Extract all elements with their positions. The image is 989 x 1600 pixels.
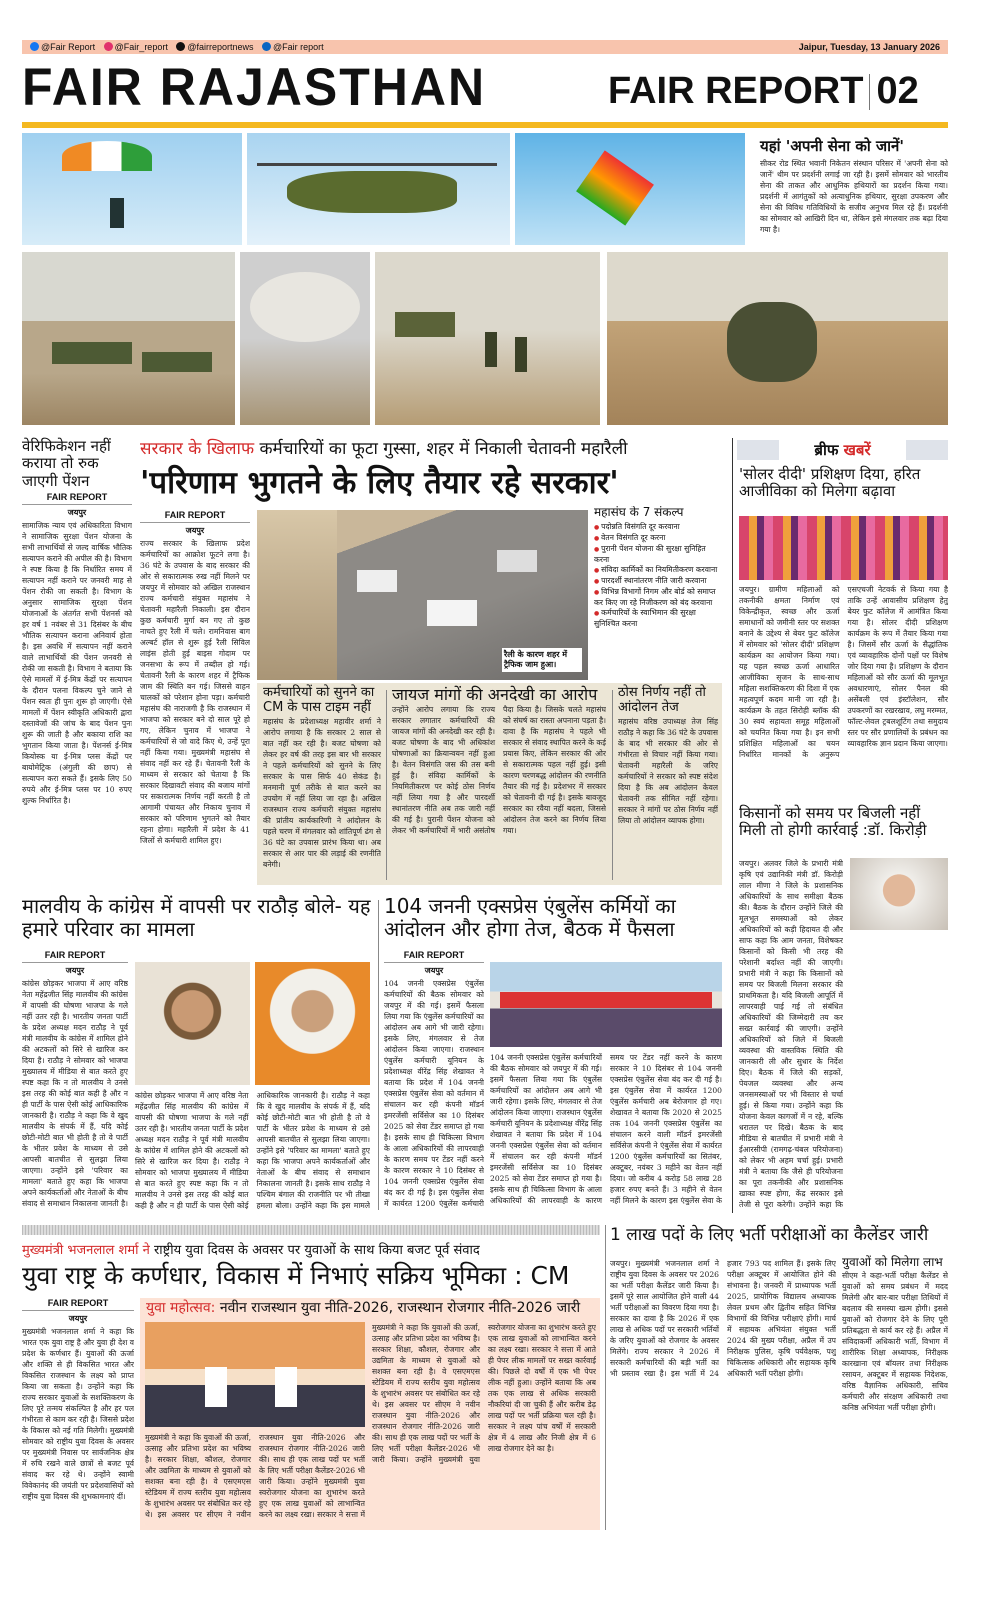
kicker-highlight: युवा महोत्सव:	[146, 1300, 216, 1316]
sub-body: उन्होंने आरोप लगाया कि राज्य सरकार लगातार कर्मचारियों की जायज मांगों की अनदेखी कर रही है। बजट घोषणा के बाद भी अधिकांश घोषणाओं का क्रियान्वयन नहीं हुआ है। वेतन विसंगति जस की तस बनी हुई है। संविदा कार्मिकों के नियमितीकरण पर कोई ठोस निर्णय नहीं लिया गया है और पारदर्शी स्थानांतरण नीति अब तक जारी नहीं की गई है। पुरानी पेंशन योजना को लेकर भी कर्मचारियों में भारी असंतोष पैदा किया है। जिसके चलते महासंघ को संघर्ष का रास्ता अपनाना पड़ता है। दावा है कि महासंघ ने पहले भी सरकार से संवाद स्थापित करने के कई प्रयास किए, लेकिन सरकार की ओर से सकारात्मक पहल नहीं हुई। इसी कारण चरणबद्ध आंदोलन की रणनीति तैयार की गई है। प्रदेशभर में सरकार को चेतावनी दी गई है। इसके बावजूद सरकार का रवैया नहीं बदला, जिससे आंदोलन तेज करने का निर्णय लिया गया।	[392, 705, 606, 836]
lead-body: राज्य सरकार के खिलाफ प्रदेश कर्मचारियों का आक्रोश फूटने लगा है। 36 घंटे के उपवास के बाद सरकार की ओर से सकारात्मक रुख नहीं मिलने पर जयपुर में सोमवार को अखिल राजस्थान राज्य कर्मचारी संयुक्त महासंघ ने चेतावनी महारैली निकाली। इस दौरान कुछ कर्मचारी मुर्गा बन गए तो कुछ नाचते हुए रैली में चले। रामनिवास बाग अल्बर्ट हॉल से शुरू हुई रैली सिविल लाइंस होती हुई बाइस गोदाम पर जनसभा के रूप में तब्दील हो गई। चेतावनी रैली के कारण शहर में ट्रैफिक जाम की स्थिति बन गई। जिससे वाहन चालकों को परेशान होना पड़ा। कर्मचारी महासंघ की नाराजगी है कि राजस्थान में भाजपा को सरकार बने दो साल पूरे हो गए, लेकिन चुनाव में भाजपा ने कर्मचारियों से जो वादे किए थे, उन्हें पूरा नहीं किया गया। मुख्यमंत्री महासंघ से संवाद नहीं कर रहे हैं। चेतावनी रैली के माध्यम से सरकार को चेताया है कि सरकार दिखावटी संवाद की बजाय मांगों पर सकारात्मक निर्णय नहीं करती है तो आगामी पंचायत और निकाय चुनाव में सरकार को परिणाम भुगतने को तैयार रहना होगा। महारैली में प्रदेश के 41 जिलों से कर्मचारी शामिल हुए।	[140, 539, 250, 845]
sub-story-demands	[392, 686, 606, 880]
photo-kirodi	[850, 858, 948, 930]
photo-parachute	[22, 133, 242, 245]
calendar-headline: 1 लाख पदों के लिए भर्ती परीक्षाओं का कैलेंडर जारी	[610, 1225, 929, 1245]
x-icon	[176, 42, 185, 51]
dateline-city: जयपुर	[67, 507, 87, 517]
dateline-city: जयपुर	[424, 966, 444, 975]
byline: FAIR REPORT	[140, 510, 250, 523]
cm-headline: युवा राष्ट्र के कर्णधार, विकास में निभाएं सक्रिय भूमिका : CM	[22, 1261, 570, 1290]
dateline: Jaipur, Tuesday, 13 January 2026	[798, 42, 940, 52]
sub-body: महासंघ वरिष्ठ उपाध्यक्ष तेज सिंह राठौड़ ने कहा कि 36 घंटे के उपवास के बाद भी सरकार की ओर से गंभीरता से विचार नहीं किया गया। चेतावनी महारैली के जरिए कर्मचारियों ने सरकार को स्पष्ट संदेश दिया है कि अब आंदोलन केवल चेतावनी तक सीमित नहीं रहेगा। सरकार ने मांगों पर ठोस निर्णय नहीं लिया तो आंदोलन व्यापक होगा।	[618, 716, 718, 825]
social-x[interactable]: @fairreportnews	[176, 42, 253, 52]
sub-body: महासंघ के प्रदेशाध्यक्ष महावीर शर्मा ने आरोप लगाया है कि सरकार 2 साल से बात नहीं कर रही है। बजट घोषणा को लेकर हर वर्ष की तरह इस बार भी सरकार ने पहले कर्मचारियों को सुनने के लिए सरकार के पास सिर्फ 40 सेकंड है। मनमानी पूर्ण तरीके से बात करने का उपयोग में नहीं लिया जा रहा है। अखिल राजस्थान राज्य कर्मचारी संयुक्त महासंघ की प्रांतीय कार्यकारिणी ने आंदोलन के पहले चरण में मंगलवार को शांतिपूर्ण ढंग से 36 घंटे का उपवास प्रारंभ किया था। अब सरकार से आर पार की लड़ाई की रणनीति बनेगी।	[263, 716, 381, 869]
byline: FAIR REPORT	[22, 1298, 134, 1311]
list-item: ● पारदर्शी स्थानांतरण नीति जारी करवाना	[594, 576, 722, 587]
cm-intro	[22, 1298, 134, 1535]
divider	[732, 438, 733, 1213]
facebook-icon	[30, 42, 39, 51]
photo-traffic-jam	[257, 510, 588, 680]
malviya-headline: मालवीय के कांग्रेस में वापसी पर राठौड़ बोले- यह हमारे परिवार का मामला	[22, 894, 371, 941]
ambulance-body: 104 जननी एक्सप्रेस एंबुलेंस कर्मचारियों की बैठक सोमवार को जयपुर में की गई। इसमें फैसला लिया गया कि एंबुलेंस कर्मचारियों का आंदोलन अब आगे भी जारी रहेगा। इसके लिए, मंगलवार से तेज आंदोलन किया जाएगा। राजस्थान एंबुलेंस कर्मचारी यूनियन के प्रदेशाध्यक्ष वीरेंद्र सिंह शेखावत ने बताया कि प्रदेश में 104 जननी एक्सप्रेस एंबुलेंस सेवा को वर्तमान में संचालन कर रही कंपनी मॉडर्न इमरजेंसी सर्विसेज का 10 दिसंबर 2025 को सेवा टेंडर समाप्त हो गया है। इसके साथ ही चिकित्सा विभाग के आला अधिकारियों की लापरवाही के कारण समय पर टेंडर नहीं करने के कारण सरकार ने 10 दिसंबर से 104 जननी एक्सप्रेस एंबुलेंस सेवा बंद कर दी गई है। इस एंबुलेंस सेवा में कार्यरत 1200 एंबुलेंस कर्मचारी	[384, 979, 484, 1208]
cm-kicker	[22, 1244, 480, 1259]
kicker-highlight: सरकार के खिलाफ	[140, 439, 255, 459]
solar-headline: 'सोलर दीदी' प्रशिक्षण दिया, हरित आजीविका को मिलेगा बढ़ावा	[739, 465, 921, 501]
photo-caption: रैली के कारण शहर में ट्रैफिक जाम हुआ।	[502, 648, 582, 672]
list-item: ● पदोन्नति विसंगति दूर करवाना	[594, 522, 722, 533]
masthead: FAIR RAJASTHAN	[22, 57, 487, 117]
list-item: ● विभिन्न विभागों निगम और बोर्ड को समाप्त कर किए जा रहे निजीकरण को बंद करवाना	[594, 587, 722, 608]
calendar-sub	[842, 1256, 948, 1517]
lead-headline: 'परिणाम भुगतने के लिए तैयार रहे सरकार'	[140, 465, 619, 501]
page-number: 02	[876, 70, 919, 112]
photo-yuva-mahotsav	[145, 1322, 365, 1427]
photo-ambulance-protest	[490, 962, 722, 1047]
photo-solar-didi	[739, 516, 948, 580]
malviya-body-cont: कांग्रेस छोड़कर भाजपा में आए वरिष्ठ नेता महेंद्रजीत सिंह मालवीय की कांग्रेस में वापसी की घोषणा भाजपा के गले नहीं उतर रही है। भारतीय जनता पार्टी के प्रदेश अध्यक्ष मदन राठौड़ ने पूर्व मंत्री मालवीय के कांग्रेस में शामिल होने की अटकलों को सिरे से खारिज कर दिया है। राठौड़ ने सोमवार को भाजपा मुख्यालय में मीडिया से बात करते हुए स्पष्ट कहा कि न तो मालवीय ने उनसे इस तरह की कोई बात कही है और न ही पार्टी के पास ऐसी कोई आधिकारिक जानकारी है। राठौड़ ने कहा कि वे खुद मालवीय के संपर्क में हैं, यदि कोई छोटी-मोटी बात भी होती है तो वे पार्टी के भीतर प्रवेश के माध्यम से उसे आपसी बातचीत से सुलझा लिया जाएगा। उन्होंने इसे 'परिवार का मामला' बताते हुए कहा कि भाजपा अपने कार्यकर्ताओं और नेताओं के बीच संवाद से समाधान निकालना जानती है। इसके साथ राठौड़ ने पश्चिम बंगाल की राजनीति पर भी तीखा हमला बोला। उन्होंने कहा कि इस मामले	[135, 1091, 370, 1210]
divider	[612, 690, 613, 880]
photo-rathore	[255, 962, 370, 1085]
yuva-body: मुख्यमंत्री ने कहा कि युवाओं की ऊर्जा, उत्साह और प्रतिभा प्रदेश का भविष्य है। सरकार शिक्षा, कौशल, रोजगार और उद्यमिता के माध्यम से युवाओं को सशक्त बना रही है। वे एसएमएस स्टेडियम में राज्य स्तरीय युवा महोत्सव के शुभारंभ अवसर पर संबोधित कर रहे थे। इस अवसर पर सीएम ने नवीन राजस्थान युवा नीति-2026 और राजस्थान रोजगार नीति-2026 जारी की। साथ ही एक लाख पदों पर भर्ती के लिए भर्ती परीक्षा कैलेंडर-2026 भी जारी किया। उन्होंने मुख्यमंत्री युवा स्वरोजगार योजना का शुभारंभ करते हुए एक लाख युवाओं को लाभान्वित करने का लक्ष्य रखा। सरकार ने सत्ता में आते ही पेपर लीक मामलों पर सख्त कार्रवाई की। पिछले दो वर्षों में एक भी पेपर लीक नहीं हुआ। उन्होंने बताया कि अब तक एक लाख से अधिक सरकारी नौकरियां दी जा चुकी हैं और करीब डेढ़ लाख पदों पर भर्ती प्रक्रिया चल रही है। सरकार ने लक्ष्य पांच वर्षों में सरकारी क्षेत्र में 4 लाख और निजी क्षेत्र में 6 लाख रोजगार देने का है।	[372, 1323, 596, 1464]
dateline-city: जयपुर	[185, 526, 205, 535]
pension-story	[22, 438, 132, 861]
list-item: ● वेतन विसंगति दूर करना	[594, 533, 722, 544]
header-rule	[22, 122, 948, 128]
yuva-body-photo-below: मुख्यमंत्री ने कहा कि युवाओं की ऊर्जा, उत्साह और प्रतिभा प्रदेश का भविष्य है। सरकार शिक्षा, कौशल, रोजगार और उद्यमिता के माध्यम से युवाओं को सशक्त बना रही है। वे एसएमएस स्टेडियम में राज्य स्तरीय युवा महोत्सव के शुभारंभ अवसर पर संबोधित कर रहे थे। इस अवसर पर सीएम ने नवीन राजस्थान युवा नीति-2026 और राजस्थान रोजगार नीति-2026 जारी की। साथ ही एक लाख पदों पर भर्ती के लिए भर्ती परीक्षा कैलेंडर-2026 भी जारी किया। उन्होंने मुख्यमंत्री युवा स्वरोजगार योजना का शुभारंभ करते हुए एक लाख युवाओं को लाभान्वित करने का लक्ष्य रखा। सरकार ने सत्ता में	[145, 1433, 365, 1519]
dateline-city: जयपुर	[65, 966, 85, 975]
solar-body: जयपुर। ग्रामीण महिलाओं को तकनीकी क्षमता निर्माण एवं विकेन्द्रीकृत, स्वच्छ और ऊर्जा समाधानों को जमीनी स्तर पर सशक्त बनाने के उद्देश्य से बेयर फुट कॉलेज में सोमवार को 'सोलर दीदी' प्रशिक्षण कार्यक्रम का आयोजन किया गया। यह पहल स्वच्छ ऊर्जा आधारित आजीविका सृजन के साथ-साथ महिला सशक्तिकरण की दिशा में एक महत्वपूर्ण कदम मानी जा रही है। कार्यक्रम के तहत सिरोही ब्लॉक की 30 स्वयं सहायता समूह महिलाओं को चयनित किया गया है। इन सभी प्रशिक्षित महिलाओं का चयन निर्धारित मानकों के अनुरूप एसएचजी नेटवर्क से किया गया है ताकि उन्हें आवासीय प्रशिक्षण हेतु बेयर फुट कॉलेज में आमंत्रित किया गया है। सोलर दीदी प्रशिक्षण कार्यक्रम के रूप में तैयार किया गया है। जिसमें सौर ऊर्जा के सैद्धांतिक एवं व्यावहारिक दोनों पक्षों पर विशेष जोर दिया गया है। प्रशिक्षण के दौरान महिलाओं को सौर ऊर्जा की मूलभूत अवधारणाएं, सोलर पैनल की असेंबली एवं इंस्टॉलेशन, सौर उपकरणों का रखरखाव, लघु मरम्मत, फॉल्ट-लेवल ट्रबलशूटिंग तथा समुदाय स्तर पर सौर प्रणालियों के प्रबंधन का व्यावहारिक ज्ञान प्रदान किया जाएगा।	[739, 585, 948, 759]
top-bar	[22, 40, 948, 54]
army-story	[760, 138, 948, 238]
kirodi-body-1: जयपुर। अलवर जिले के प्रभारी मंत्री कृषि एवं उद्यानिकी मंत्री डॉ. किरोड़ी लाल मीणा ने जिले के प्रशासनिक अधिकारियों के साथ समीक्षा बैठक की। बैठक के दौरान उन्होंने जिले की मूलभूत समस्याओं को लेकर अधिकारियों को कड़ी हिदायत दी और साफ कहा कि आम जनता, विशेषकर किसानों को किसी भी तरह की परेशानी बर्दाश्त नहीं की जाएगी। प्रभारी मंत्री ने कहा कि किसानों को समय पर बिजली मिलना सरकार की प्राथमिकता है। यदि बिजली आपूर्ति में लापरवाही पाई गई तो संबंधित अधिकारियों की जिम्मेदारी तय कर सख्त कार्रवाई की जाएगी। उन्होंने अधिकारियों को जिले में बिजली व्यवस्था की वास्तविक स्थिति की जानकारी ली और सुधार के निर्देश दिए। बैठक में जिले की सड़कों, पेयजल व्यवस्था और अन्य जनसमस्याओं पर भी विस्तार से चर्चा हुई। से किया गया। उन्होंने कहा कि योजना केवल कागजों में न रहे, बल्कि धरातल पर दिखे। बैठक के बाद मीडिया से बातचीत में प्रभारी मंत्री ने ईआरसीपी (रामगढ़-चंबल परियोजना) को लेकर भी अहम चर्चा हुई। प्रभारी मंत्री ने बताया कि जैसे ही परियोजना का पूरा तकनीकी और प्रशासनिक खाका स्पष्ट होगा, केंद्र सरकार इसे तेजी से पूरा करेगी। उन्होंने कहा कि	[739, 859, 843, 1209]
sub-headline: जायज मांगों की अनदेखी का आरोप	[392, 685, 598, 704]
sankalp-list	[594, 522, 722, 629]
malviya-intro	[22, 950, 128, 1209]
section-name: FAIR REPORT	[608, 70, 864, 112]
photo-helicopter	[247, 133, 510, 245]
lead-intro	[140, 510, 250, 879]
sankalp-box	[594, 506, 722, 629]
section-stripe	[22, 1225, 600, 1235]
photo-paraglider	[515, 133, 745, 245]
social-handles	[30, 40, 330, 54]
divider	[869, 74, 870, 110]
photo-tanks	[22, 252, 235, 425]
sub-headline: कर्मचारियों को सुनने का CM के पास टाइम नहीं	[263, 685, 375, 715]
calendar-body: जयपुर। मुख्यमंत्री भजनलाल शर्मा ने राष्ट्रीय युवा दिवस के अवसर पर 2026 का भर्ती परीक्षा कैलेंडर जारी किया है। इसमें पूरे साल आयोजित होने वाली 44 भर्ती परीक्षाओं का विवरण दिया गया है। सरकार का दावा है कि 2026 में एक लाख से अधिक पदों पर सरकारी भर्तियों के जरिए युवाओं को रोजगार के अवसर मिलेंगे। राज्य सरकार ने 2026 में सरकारी कर्मचारियों की बड़ी भर्ती का भी प्रस्ताव रखा है। इस भर्ती में 24 हजार 793 पद शामिल हैं। इसके लिए परीक्षा अक्टूबर में आयोजित होने की संभावना है। जनवरी में प्राध्यापक भर्ती 2025, प्रायोगिक विद्यालय अध्यापक लेवल प्रथम और द्वितीय सहित विभिन्न विभागों की विभिन्न परीक्षाएं होंगी। मार्च में सहायक अभियंता संयुक्त भर्ती 2024 की मुख्य परीक्षा, अप्रैल में उप निरीक्षक पुलिस, कृषि पर्यवेक्षक, पशु चिकित्सक अधिकारी और सहायक कृषि अधिकारी भर्ती परीक्षा होगी।	[610, 1259, 836, 1378]
brief-label: ब्रीफ	[814, 441, 839, 459]
sub-headline: युवाओं को मिलेगा लाभ	[842, 1255, 943, 1269]
army-headline: यहां 'अपनी सेना को जानें'	[760, 137, 904, 155]
pension-headline: वेरिफिकेशन नहीं कराया तो रुक जाएगी पेंशन	[22, 437, 111, 490]
sub-story-agitation	[618, 686, 718, 870]
social-facebook[interactable]: @Fair Report	[30, 42, 95, 52]
ambulance-headline: 104 जननी एक्सप्रेस एंबुलेंस कर्मियों का आंदोलन और होगा तेज, बैठक में फैसला	[384, 894, 676, 941]
kicker-highlight: मुख्यमंत्री भजनलाल शर्मा ने	[22, 1243, 150, 1258]
ambulance-intro	[384, 950, 484, 1209]
social-linkedin[interactable]: @Fair report	[262, 42, 324, 52]
yuva-title: नवीन राजस्थान युवा नीति-2026, राजस्थान रोजगार नीति-2026 जारी	[219, 1300, 581, 1316]
kicker-text: राष्ट्रीय युवा दिवस के अवसर पर युवाओं के साथ किया बजट पूर्व संवाद	[153, 1243, 480, 1258]
sankalp-title: महासंघ के 7 संकल्प	[594, 506, 684, 519]
ambulance-body-cont: 104 जननी एक्सप्रेस एंबुलेंस कर्मचारियों की बैठक सोमवार को जयपुर में की गई। इसमें फैसला लिया गया कि एंबुलेंस कर्मचारियों का आंदोलन अब आगे भी जारी रहेगा। इसके लिए, मंगलवार से तेज आंदोलन किया जाएगा। राजस्थान एंबुलेंस कर्मचारी यूनियन के प्रदेशाध्यक्ष वीरेंद्र सिंह शेखावत ने बताया कि प्रदेश में 104 जननी एक्सप्रेस एंबुलेंस सेवा को वर्तमान में संचालन कर रही कंपनी मॉडर्न इमरजेंसी सर्विसेज का 10 दिसंबर 2025 को सेवा टेंडर समाप्त हो गया है। इसके साथ ही चिकित्सा विभाग के आला अधिकारियों की लापरवाही के कारण समय पर टेंडर नहीं करने के कारण सरकार ने 10 दिसंबर से 104 जननी एक्सप्रेस एंबुलेंस सेवा बंद कर दी गई है। इस एंबुलेंस सेवा में कार्यरत 1200 एंबुलेंस कर्मचारी अब बेरोजगार हो गए। शेखावत ने बताया कि 2020 से 2025 तक 104 जननी एक्सप्रेस एंबुलेंस का संचालन करने वाली मॉडर्न इमरजेंसी सर्विसेज कंपनी ने एंबुलेंस सेवा में कार्यरत 1200 एंबुलेंस कर्मचारियों का सितंबर, अक्टूबर, नवंबर 3 महीने का वेतन नहीं दिया। जो करीब 4 करोड़ 58 लाख 28 हजार रुपए बनते हैं। 3 महीने से वेतन नहीं मिलने के कारण इस एंबुलेंस सेवा के	[490, 1053, 722, 1205]
byline: FAIR REPORT	[22, 492, 132, 505]
yuva-headline	[146, 1300, 580, 1316]
dateline-city: जयपुर	[68, 1314, 88, 1323]
linkedin-icon	[262, 42, 271, 51]
lead-kicker	[140, 440, 628, 460]
divider	[378, 900, 379, 1210]
photo-commandos	[607, 252, 948, 425]
byline: FAIR REPORT	[22, 950, 128, 963]
sub-story-cm	[263, 686, 381, 870]
byline: FAIR REPORT	[384, 950, 484, 963]
divider	[386, 690, 387, 880]
sub-headline: ठोस निर्णय नहीं तो आंदोलन तेज	[618, 685, 706, 715]
page-label	[608, 70, 919, 113]
pension-body: सामाजिक न्याय एवं अधिकारिता विभाग ने सामाजिक सुरक्षा पेंशन योजना के सभी लाभार्थियों से जल्द वार्षिक भौतिक सत्यापन कराने की अपील की है। विभाग ने स्पष्ट किया है कि निर्धारित समय में सत्यापन नहीं कराने पर जनवरी माह से पेंशन रोकी जा सकती है। विभाग के अनुसार सामाजिक सुरक्षा पेंशन योजनाओं के अंतर्गत सभी पेंशनर्स को हर वर्ष 1 नवंबर से 31 दिसंबर के बीच भौतिक सत्यापन कराना अनिवार्य होता है। इस अवधि में सत्यापन नहीं कराने वाले लाभार्थियों की पेंशन जनवरी से रोकी जा सकती है। विभाग ने बताया कि ऐसे मामलों में ई-मित्र केंद्रों पर सत्यापन के दौरान पलना विकल्प चुने जाने से पेंशन स्वतः ही पुनः शुरू हो जाएगी। ऐसे मामलों में पेंशन स्वीकृति अधिकारी द्वारा दस्तावेजों की जांच के बाद पेंशन पुनः शुरू की जाती है और बकाया राशि का भुगतान किया जाता है। पेंशनर्स ई-मित्र कियोस्क या ई-मित्र प्लस केंद्रों पर बायोमेट्रिक (अंगुली की छाप) से सत्यापन करा सकते हैं। इसके लिए 50 रुपये और ई-मित्र प्लस पर 10 रुपए शुल्क निर्धारित है।	[22, 520, 132, 805]
brief-header	[737, 440, 948, 460]
social-instagram[interactable]: @Fair_report	[104, 42, 168, 52]
divider	[605, 1225, 606, 1530]
kirodi-headline: किसानों को समय पर बिजली नहीं मिली तो होगी कार्रवाई :डॉ. किरोड़ी	[739, 804, 927, 840]
army-body: सीकर रोड स्थित भवानी निकेतन संस्थान परिसर में 'अपनी सेना को जानें' थीम पर प्रदर्शनी लगाई जा रही है। इसमें सोमवार को भारतीय सेना की ताकत और आधुनिक हथियारों का प्रदर्शन किया गया। प्रदर्शनी में आगंतुकों को अत्याधुनिक हथियार, सुरक्षा उपकरण और सेना की विविध गतिविधियों के सजीव अनुभव मिल रहे हैं। प्रदर्शनी का सोमवार को आखिरी दिन था, लेकिन इसे मंगलवार तक बढ़ा दिया गया है।	[760, 159, 948, 235]
malviya-body: कांग्रेस छोड़कर भाजपा में आए वरिष्ठ नेता महेंद्रजीत सिंह मालवीय की कांग्रेस में वापसी की घोषणा भाजपा के गले नहीं उतर रही है। भारतीय जनता पार्टी के प्रदेश अध्यक्ष मदन राठौड़ ने पूर्व मंत्री मालवीय के कांग्रेस में शामिल होने की अटकलों को सिरे से खारिज कर दिया है। राठौड़ ने सोमवार को भाजपा मुख्यालय में मीडिया से बात करते हुए स्पष्ट कहा कि न तो मालवीय ने उनसे इस तरह की कोई बात कही है और न ही पार्टी के पास ऐसी कोई आधिकारिक जानकारी है। राठौड़ ने कहा कि वे खुद मालवीय के संपर्क में हैं, यदि कोई छोटी-मोटी बात भी होती है तो वे पार्टी के भीतर प्रवेश के माध्यम से उसे आपसी बातचीत से सुलझा लिया जाएगा। उन्होंने इसे 'परिवार का मामला' बताते हुए कहा कि भाजपा अपने कार्यकर्ताओं और नेताओं के बीच संवाद से समाधान निकालना जानती है।	[22, 979, 128, 1208]
kicker-text: कर्मचारियों का फूटा गुस्सा, शहर में निकाली चेतावनी महारैली	[259, 439, 628, 459]
sub-body: सीएम ने कहा-भर्ती परीक्षा कैलेंडर से युवाओं को समय प्रबंधन में मदद मिलेगी और बार-बार परीक्षा तिथियों में बदलाव की समस्या खत्म होगी। इससे युवाओं को रोजगार देने के लिए पूरी प्रतिबद्धता से कार्य कर रहे हैं। अप्रैल में संविदाकर्मी अधिकारी भर्ती, विभाग में शारीरिक शिक्षा अध्यापक, निरीक्षक कारखाना एवं बॉयलर तथा निरीक्षक रसायन, अक्टूबर में सहायक निदेशक, वरिष्ठ वैज्ञानिक अधिकारी, सचिव कर्मचारी और संरक्षण अधिकारी तथा कनिष्ठ अभियंता भर्ती परीक्षा होगी।	[842, 1270, 948, 1412]
instagram-icon	[104, 42, 113, 51]
list-item: ● संविदा कार्मिकों का नियमितीकरण करवाना	[594, 565, 722, 576]
photo-soldiers-advance	[375, 252, 600, 425]
brief-label-highlight: खबरें	[843, 441, 871, 459]
photo-soldiers-smoke	[240, 252, 370, 425]
photo-malviya	[135, 962, 250, 1085]
cm-body: मुख्यमंत्री भजनलाल शर्मा ने कहा कि भारत एक युवा राष्ट्र है और युवा ही देश व प्रदेश के कर्णधार हैं। युवाओं की ऊर्जा और शक्ति से ही विकसित भारत और विकसित राजस्थान के लक्ष्य को प्राप्त किया जा सकता है। उन्होंने कहा कि राज्य सरकार युवाओं के सशक्तिकरण के लिए पूरे तन्मय संकल्पित है और हर पल गंभीरता से काम कर रही है। जिससे प्रदेश के विकास को नई गति मिलेगी। मुख्यमंत्री सोमवार को राष्ट्रीय युवा दिवस के अवसर पर मुख्यमंत्री निवास पर सार्वजनिक क्षेत्र में रुचि रखने वाले छात्रों से बजट पूर्व संवाद कर रहे थे। उन्होंने स्वामी विवेकानंद की जयंती पर प्रदेशवासियों को राष्ट्रीय युवा दिवस की शुभकामनाएं दीं।	[22, 1327, 134, 1501]
list-item: ● पुरानी पेंशन योजना की सुरक्षा सुनिहित करना	[594, 544, 722, 565]
list-item: ● कर्मचारियों के स्वाभिमान की सुरक्षा सुनिश्चित करना	[594, 608, 722, 629]
